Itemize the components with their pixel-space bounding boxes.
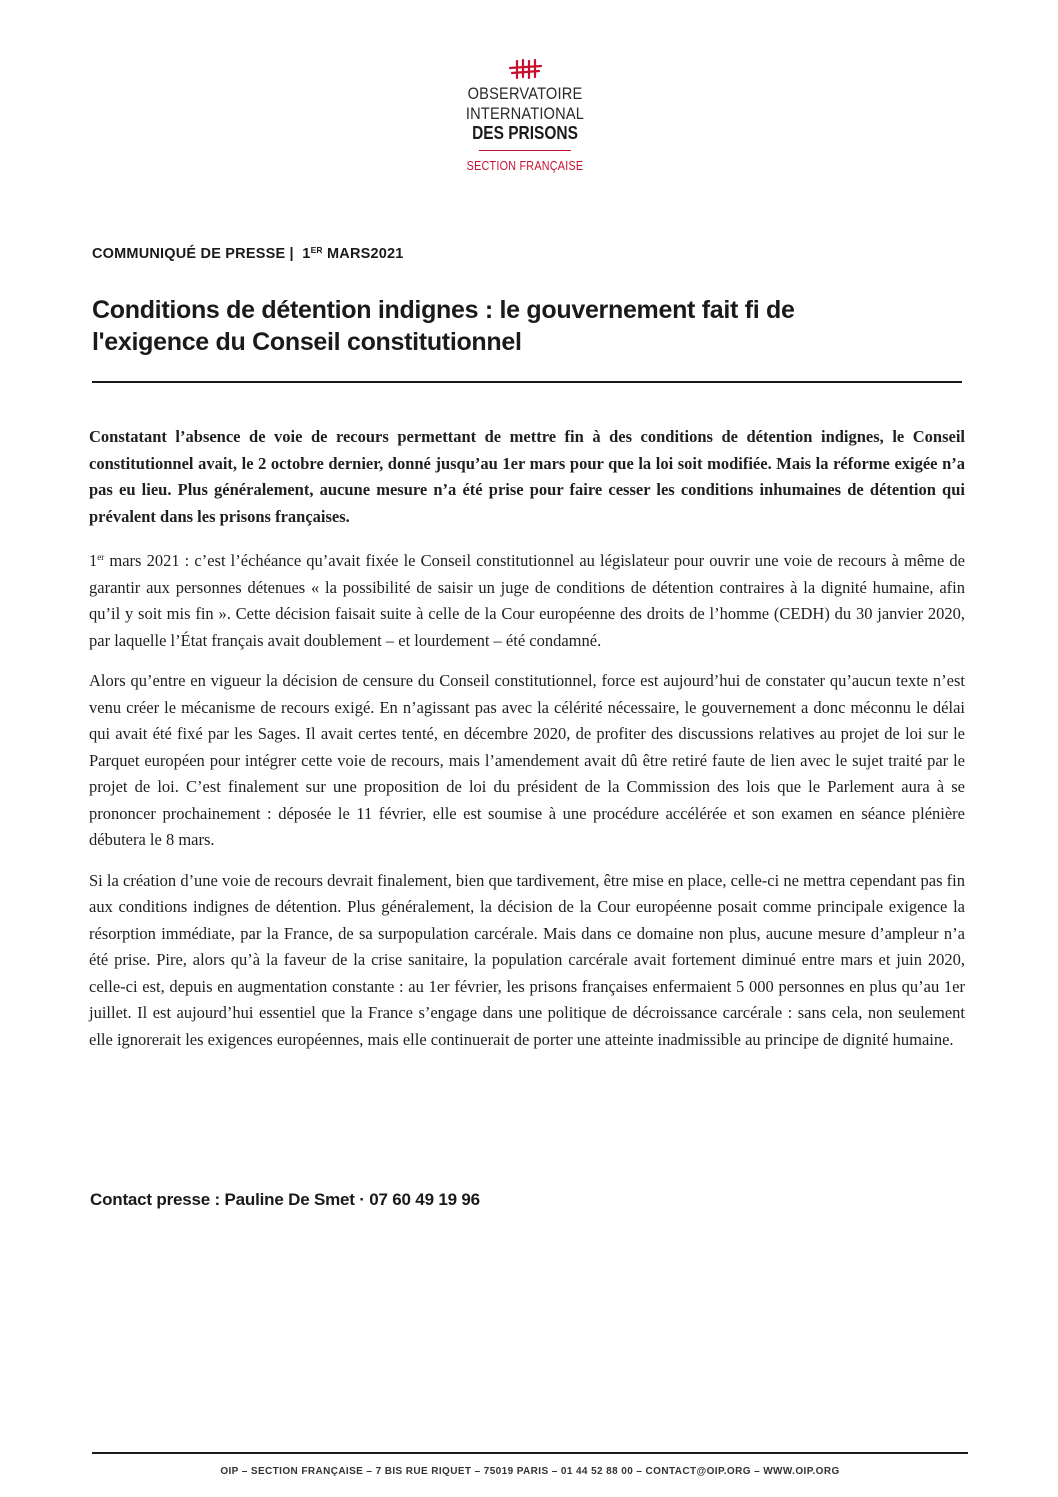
oip-logo: [400, 58, 650, 173]
paragraph-1-day: 1: [89, 551, 98, 570]
page-title: [92, 294, 972, 358]
press-contact: Contact presse : Pauline De Smet · 07 60 49 19 96: [90, 1190, 480, 1209]
release-date-day: 1: [302, 246, 311, 262]
footer-divider: [92, 1452, 968, 1454]
title-line-2: l'exigence du Conseil constitutionnel: [92, 328, 522, 356]
paragraph-1: [89, 544, 965, 654]
title-line-1: Conditions de détention indignes : le gouvernement fait fi de: [92, 296, 795, 324]
press-release-label: COMMUNIQUÉ DE PRESSE |: [92, 246, 294, 262]
title-divider: [92, 381, 962, 383]
paragraph-1-suffix: er: [97, 552, 105, 562]
paragraph-2: Alors qu’entre en vigueur la décision de censure du Conseil constitutionnel, force est aujourd’hui de constater qu’aucun texte n’est venu créer le mécanisme de recours exigé. En n’agissant pas avec la célérité nécessaire, le gouvernement a donc méconnu le délai qui avait été fixé par les Sages. Il avait certes tenté, en décembre 2020, de profiter des discussions relatives au projet de loi sur le Parquet européen pour intégrer cette voie de recours, mais l’amendement avait dû être retiré faute de lien avec le sujet traité par le projet de loi. C’est finalement sur une proposition de loi du président de la Commission des lois que le Parlement aura à se prononcer prochainement : déposée le 11 février, elle est soumise à une procédure accélérée et son examen en séance plénière débutera le 8 mars.: [89, 671, 965, 849]
press-release-header: [92, 245, 404, 262]
logo-section: SECTION FRANÇAISE: [466, 159, 584, 173]
logo-divider: [479, 150, 571, 151]
paragraph-1-text: mars 2021 : c’est l’échéance qu’avait fixée le Conseil constitutionnel au législateur pour ouvrir une voie de recours à même de garantir aux personnes détenues « la possibilité de saisir un juge de conditions de détention contraires à la dignité humaine, afin qu’il y soit mis fin ». Cette décision faisait suite à celle de la Cour européenne des droits de l’homme (CEDH) du 30 janvier 2020, par laquelle l’État français avait doublement – et lourdement – été condamné.: [89, 551, 965, 650]
release-date-rest: MARS2021: [327, 246, 404, 262]
prison-bars-icon: [505, 58, 545, 80]
logo-org-name: OBSERVATOIRE INTERNATIONAL: [465, 84, 585, 123]
paragraph-3: Si la création d’une voie de recours devrait finalement, bien que tardivement, être mise en place, celle-ci ne mettra cependant pas fin aux conditions indignes de détention. Plus généralement, la décision de la Cour européenne posait comme principale exigence la résorption immédiate, par la France, de sa surpopulation carcérale. Mais dans ce domaine non plus, aucune mesure d’ampleur n’a été prise. Pire, alors qu’à la faveur de la crise sanitaire, la population carcérale avait fortement diminué entre mars et juin 2020, celle-ci est, depuis en augmentation constante : au 1er février, les prisons françaises enfermaient 5 000 personnes en plus qu’au 1er juillet. Il est aujourd’hui essentiel que la France s’engage dans une politique de décroissance carcérale : sans cela, non seulement elle ignorerait les exigences européennes, mais elle continuerait de porter une atteinte inadmissible au principe de dignité humaine.: [89, 870, 965, 1049]
article-body: [89, 424, 965, 1067]
logo-org-subname: DES PRISONS: [472, 123, 578, 143]
lead-paragraph: Constatant l’absence de voie de recours permettant de mettre fin à des conditions de détention indignes, le Conseil constitutionnel avait, le 2 octobre dernier, donné jusqu’au 1er mars pour que la loi soit modifiée. Mais la réforme exigée n’a pas eu lieu. Plus généralement, aucune mesure n’a été prise pour faire cesser les conditions inhumaines de détention qui prévalent dans les prisons françaises.: [89, 427, 965, 526]
page-footer: OIP – SECTION FRANÇAISE – 7 BIS RUE RIQUET – 75019 PARIS – 01 44 52 88 00 – CONTACT@OIP.ORG – WWW.OIP.ORG: [220, 1466, 840, 1477]
release-date-suffix: ER: [310, 245, 323, 255]
